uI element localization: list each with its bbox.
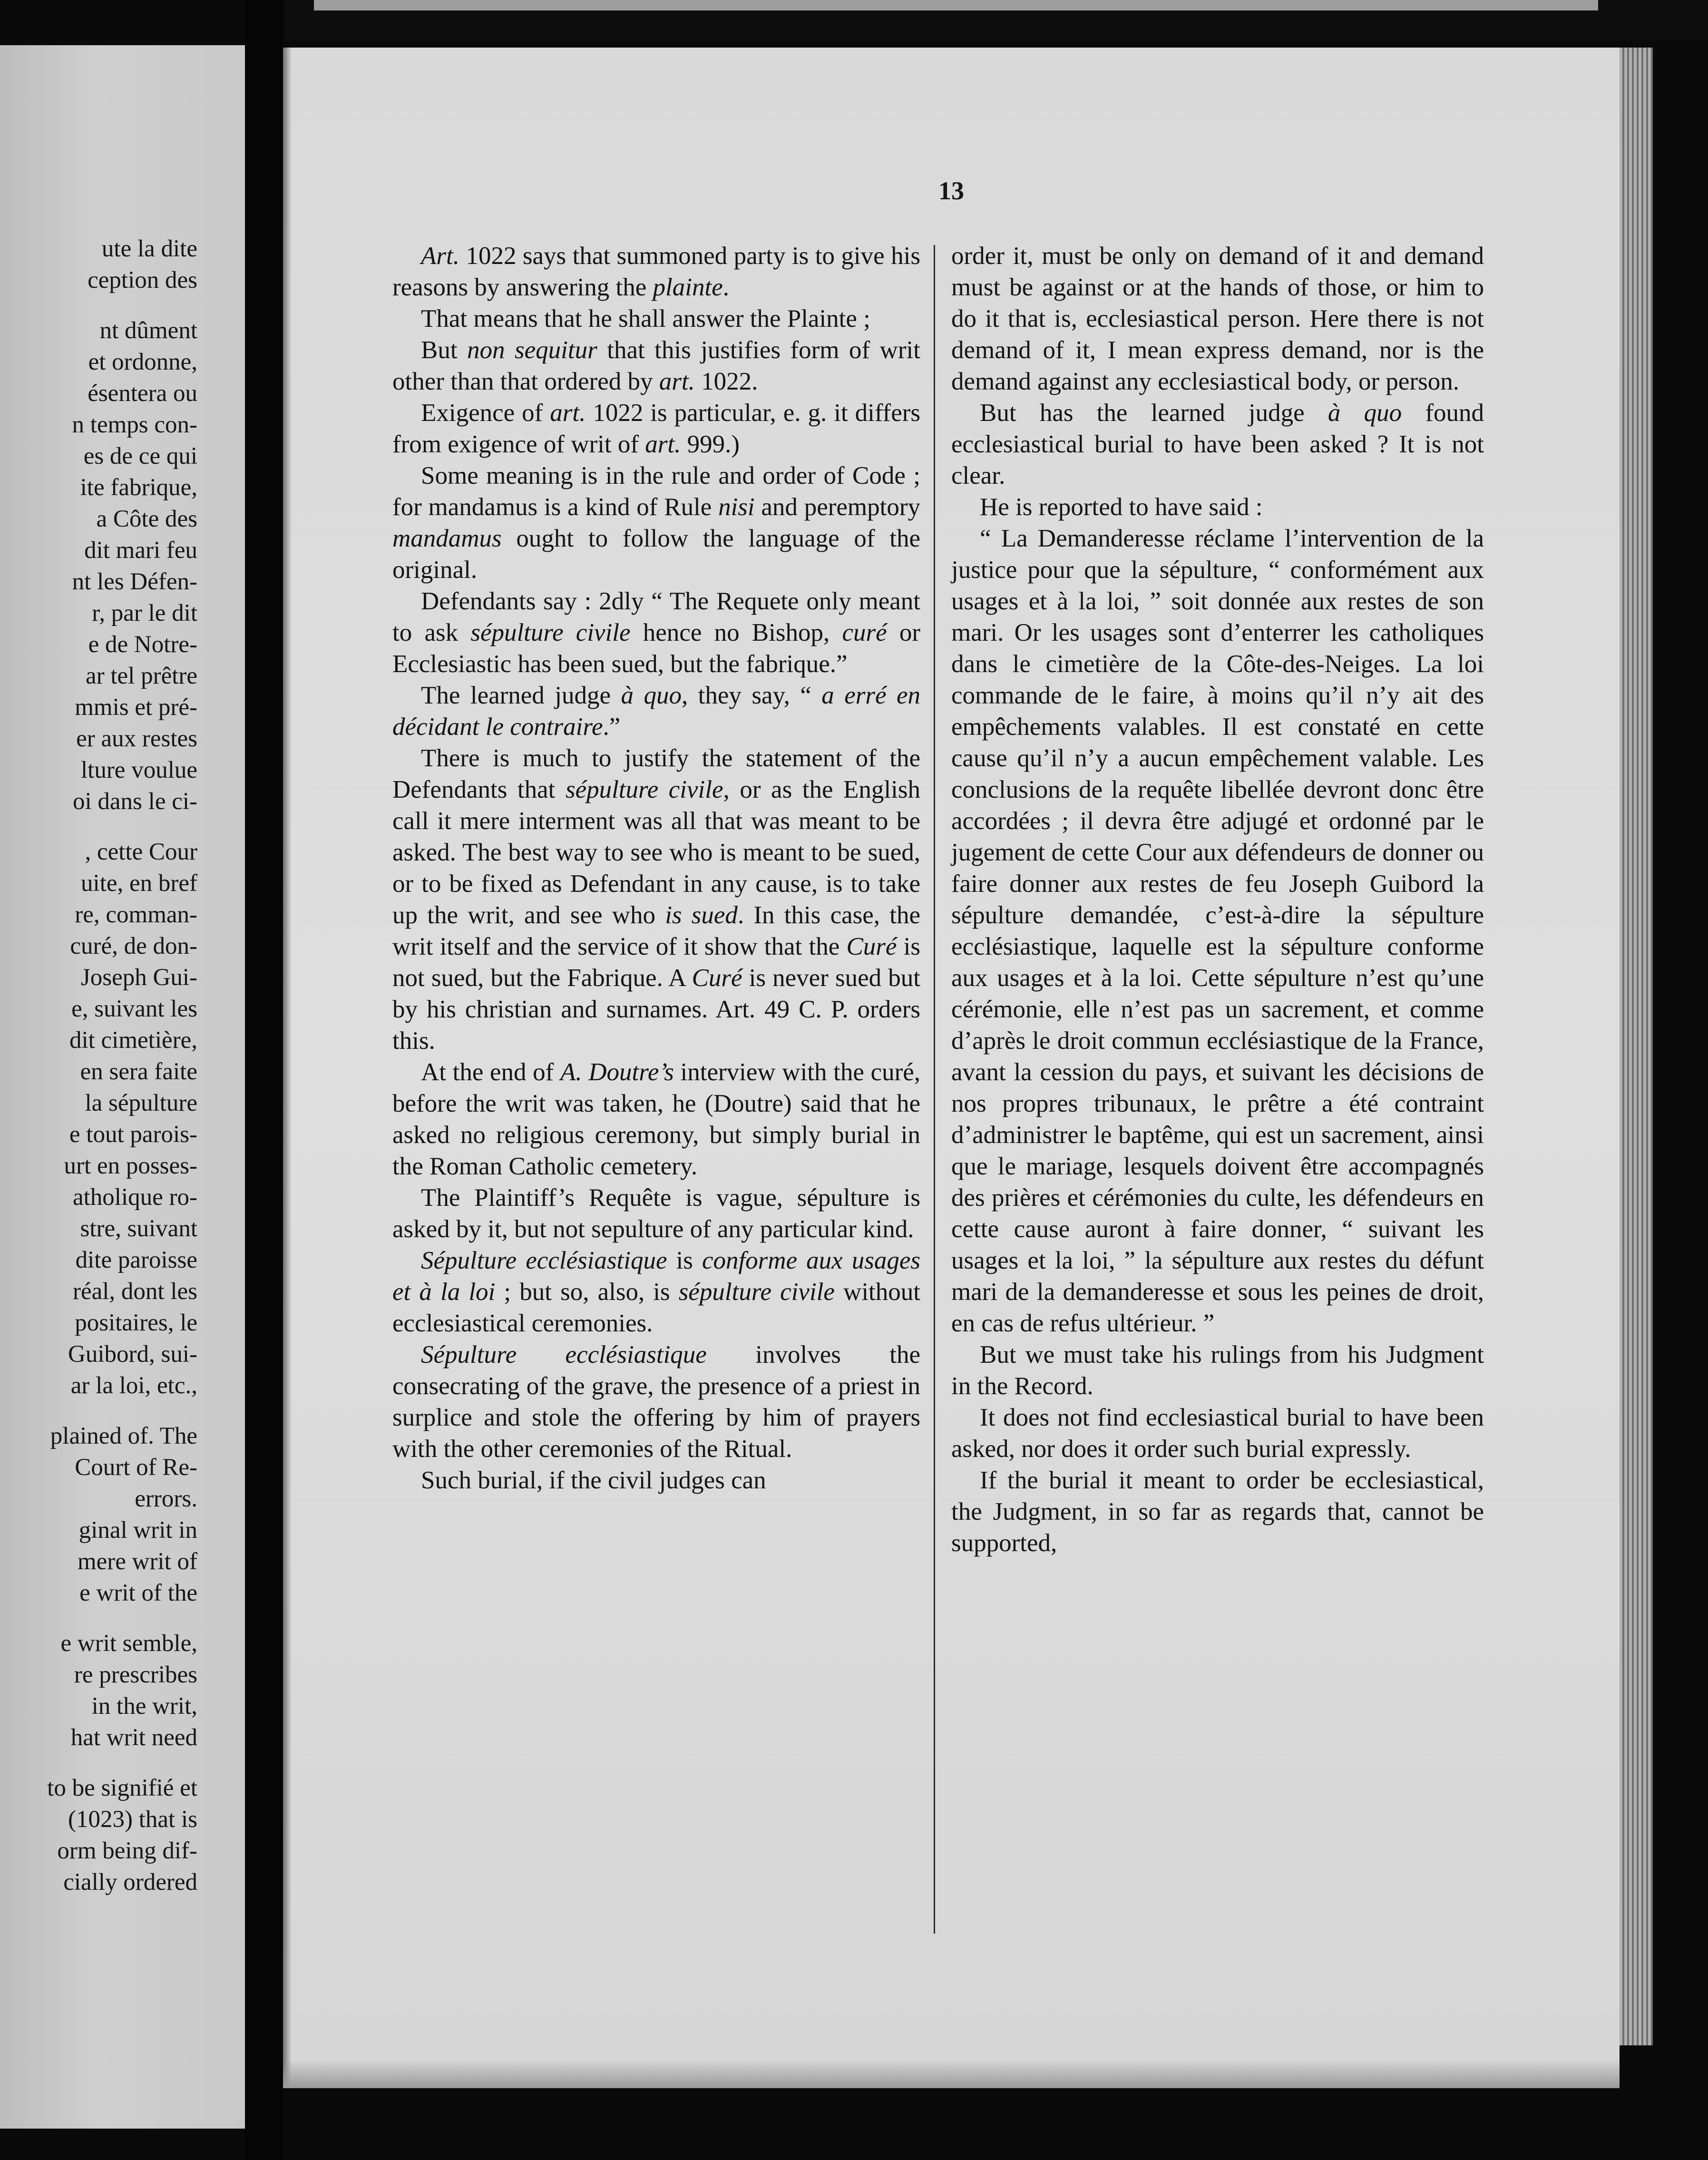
facing-page-line: curé, de don- <box>70 933 197 959</box>
facing-page-line: ésentera ou <box>88 380 197 407</box>
facing-page-line: ginal writ in <box>78 1517 197 1544</box>
facing-page-line: uite, en bref <box>81 870 197 897</box>
facing-page-line: n temps con- <box>72 411 197 438</box>
facing-page-line: hat writ need <box>70 1724 197 1751</box>
paragraph: But has the learned judge à quo found ecclesiastical burial to have been asked ? It is not clear. <box>951 399 1484 489</box>
facing-page-line: positaires, le <box>75 1310 197 1336</box>
facing-page-line: ception des <box>88 267 197 293</box>
paragraph: But we must take his rulings from his Judgment in the Record. <box>951 1341 1484 1400</box>
facing-page-line: , cette Cour <box>85 839 197 865</box>
facing-page-line: nt dûment <box>99 317 197 344</box>
paragraph: If the burial it meant to order be ecclesiastical, the Judgment, in so far as regards that, cannot be supported, <box>951 1466 1484 1557</box>
facing-page-line: dit cimetière, <box>69 1027 197 1054</box>
paragraph: It does not find ecclesiastical burial to have been asked, nor does it order such burial expressly. <box>951 1404 1484 1463</box>
paragraph: Such burial, if the civil judges can <box>421 1466 766 1494</box>
paragraph: He is reported to have said : <box>980 493 1263 521</box>
facing-page-line: et ordonne, <box>88 349 197 375</box>
facing-page-line: Joseph Gui- <box>80 964 197 991</box>
facing-page-line: lture voulue <box>80 757 197 783</box>
binding-gutter <box>245 0 283 2160</box>
paragraph: Sépulture ecclésiastique involves the consecrating of the grave, the presence of a priest in surplice and stole the offering by him of prayers with the other ceremonies of the Ritual. <box>392 1341 920 1463</box>
facing-page-line: to be signifié et <box>47 1775 197 1801</box>
facing-page-line: mmis et pré- <box>75 694 197 721</box>
paragraph: But non sequitur that this justifies form of writ other than that ordered by art. 1022. <box>392 336 920 395</box>
facing-page-line: es de ce qui <box>83 443 197 469</box>
facing-page-line: la sépulture <box>85 1090 197 1116</box>
paragraph: That means that he shall answer the Plainte ; <box>421 305 870 332</box>
facing-page-line: Court of Re- <box>75 1454 197 1481</box>
facing-page-line: dite paroisse <box>75 1247 197 1273</box>
binding-shadow <box>283 48 292 2088</box>
paragraph: The Plaintiff’s Requête is vague, sépulture is asked by it, but not sepulture of any particular kind. <box>392 1184 920 1243</box>
facing-page-line: in the writ, <box>91 1693 197 1720</box>
facing-page-line: ar tel prêtre <box>85 663 197 689</box>
paragraph: Defendants say : 2dly “ The Requete only meant to ask sépulture civile hence no Bishop, curé or Ecclesiastic has been sued, but the fabrique.” <box>392 587 921 678</box>
facing-page-line: nt les Défen- <box>72 568 197 595</box>
facing-page-line: stre, suivant <box>80 1215 197 1242</box>
right-column <box>951 240 1484 1559</box>
facing-page-line: Guibord, sui- <box>68 1341 197 1368</box>
paragraph: The learned judge à quo, they say, “ a erré en décidant le contraire.” <box>392 682 921 741</box>
facing-page-line: ite fabrique, <box>80 474 197 501</box>
paragraph: “ La Demanderesse réclame l’intervention de la justice pour que la sépulture, “ conformément aux usages et à la loi, ” soit donnée aux restes de son mari. Or les usages sont d’enterrer les catholiques dans le cimetière de la Côte-des-Neiges. La loi commande de le faire, à moins qu’il n’y ait des empêchements valables. Il est constaté en cette cause qu’il n’y a aucun empêchement valable. Les conclusions de la requête libellée devront donc être accordées ; il devra être adjugé et ordonné par le jugement de cette Cour aux défendeurs de donner ou faire donner aux restes de feu Joseph Guibord la sépulture demandée, c’est-à-dire la sépulture ecclésiastique, laquelle est la sépulture conforme aux usages et à la loi. Cette sépulture n’est qu’une cérémonie, elle n’est pas un sacrement, et comme d’après le droit commun ecclésiastique de la France, avant la cession du pays, et suivant les décisions de nos propres tribunaux, le prêtre a été contraint d’administrer le baptême, qui est un sacrement, ainsi que le mariage, lesquels doivent être accompagnés des prières et cérémonies du culte, les défendeurs en cette cause auront à faire donner, “ suivant les usages et la loi, ” la sépulture aux restes du défunt mari de la demanderesse et sous les peines de droit, en cas de refus ultérieur. ” <box>951 525 1484 1337</box>
column-divider <box>934 245 935 1934</box>
facing-page-line: mere writ of <box>77 1548 197 1575</box>
left-column <box>392 240 920 1496</box>
paragraph: Some meaning is in the rule and order of Code ; for mandamus is a kind of Rule nisi and peremptory mandamus ought to follow the language of the original. <box>392 462 920 584</box>
page-bottom-shadow <box>283 2060 1620 2088</box>
facing-page-line: (1023) that is <box>68 1806 197 1833</box>
facing-page-line: plained of. The <box>50 1423 197 1449</box>
facing-page-line: re prescribes <box>74 1662 197 1688</box>
top-page-edge <box>314 0 1598 10</box>
paragraph: There is much to justify the statement of the Defendants that sépulture civile, or as the English call it mere interment was all that was meant to be asked. The best way to see who is meant to be sued, or to be fixed as Defendant in any cause, is to take up the writ, and see who is sued. In this case, the writ itself and the service of it show that the Curé is not sued, but the Fabrique. A Curé is never sued but by his christian and surnames. Art. 49 C. P. orders this. <box>392 744 921 1055</box>
page-number: 13 <box>938 176 964 205</box>
facing-page-line: errors. <box>135 1486 197 1512</box>
paragraph: Art. 1022 says that summoned party is to give his reasons by answering the plainte. <box>392 242 920 301</box>
facing-page-line: e de Notre- <box>88 631 197 658</box>
facing-page-line: en sera faite <box>80 1058 197 1085</box>
facing-page-text <box>0 45 245 2129</box>
facing-page-line: oi dans le ci- <box>73 788 197 815</box>
facing-page-line: urt en posses- <box>64 1153 197 1179</box>
facing-page-line: r, par le dit <box>92 600 197 626</box>
facing-page-line: ute la dite <box>101 235 197 262</box>
facing-page-line: réal, dont les <box>73 1278 197 1305</box>
facing-page-line: ar la loi, etc., <box>70 1372 197 1399</box>
facing-page-line: orm being dif- <box>57 1837 197 1864</box>
book-page <box>283 48 1620 2088</box>
facing-page-line: atholique ro- <box>73 1184 197 1211</box>
facing-page <box>0 45 245 2129</box>
paragraph: At the end of A. Doutre’s interview with the curé, before the writ was taken, he (Doutre) said that he asked no religious ceremony, but simply burial in the Roman Catholic cemetery. <box>392 1058 920 1180</box>
facing-page-line: e, suivant les <box>71 996 197 1022</box>
facing-page-line: e tout parois- <box>69 1121 197 1148</box>
facing-page-line: dit mari feu <box>84 537 197 564</box>
paragraph: Sépulture ecclésiastique is conforme aux usages et à la loi ; but so, also, is sépulture civile without ecclesiastical ceremonies. <box>392 1247 921 1337</box>
facing-page-line: cially ordered <box>63 1869 197 1896</box>
paragraph: Exigence of art. 1022 is particular, e. g. it differs from exigence of writ of art. 999.) <box>392 399 920 458</box>
paragraph: order it, must be only on demand of it and demand must be against or at the hands of those, or him to do it that is, ecclesiastical person. Here there is not demand of it, I mean express demand, nor is the demand against any ecclesiastical body, or person. <box>951 242 1484 395</box>
facing-page-line: a Côte des <box>96 506 197 532</box>
facing-page-line: e writ of the <box>79 1580 197 1606</box>
facing-page-line: e writ semble, <box>60 1630 197 1657</box>
facing-page-line: er aux restes <box>76 725 197 752</box>
page-stack-edges <box>1620 48 1653 2045</box>
facing-page-line: re, comman- <box>75 901 197 928</box>
